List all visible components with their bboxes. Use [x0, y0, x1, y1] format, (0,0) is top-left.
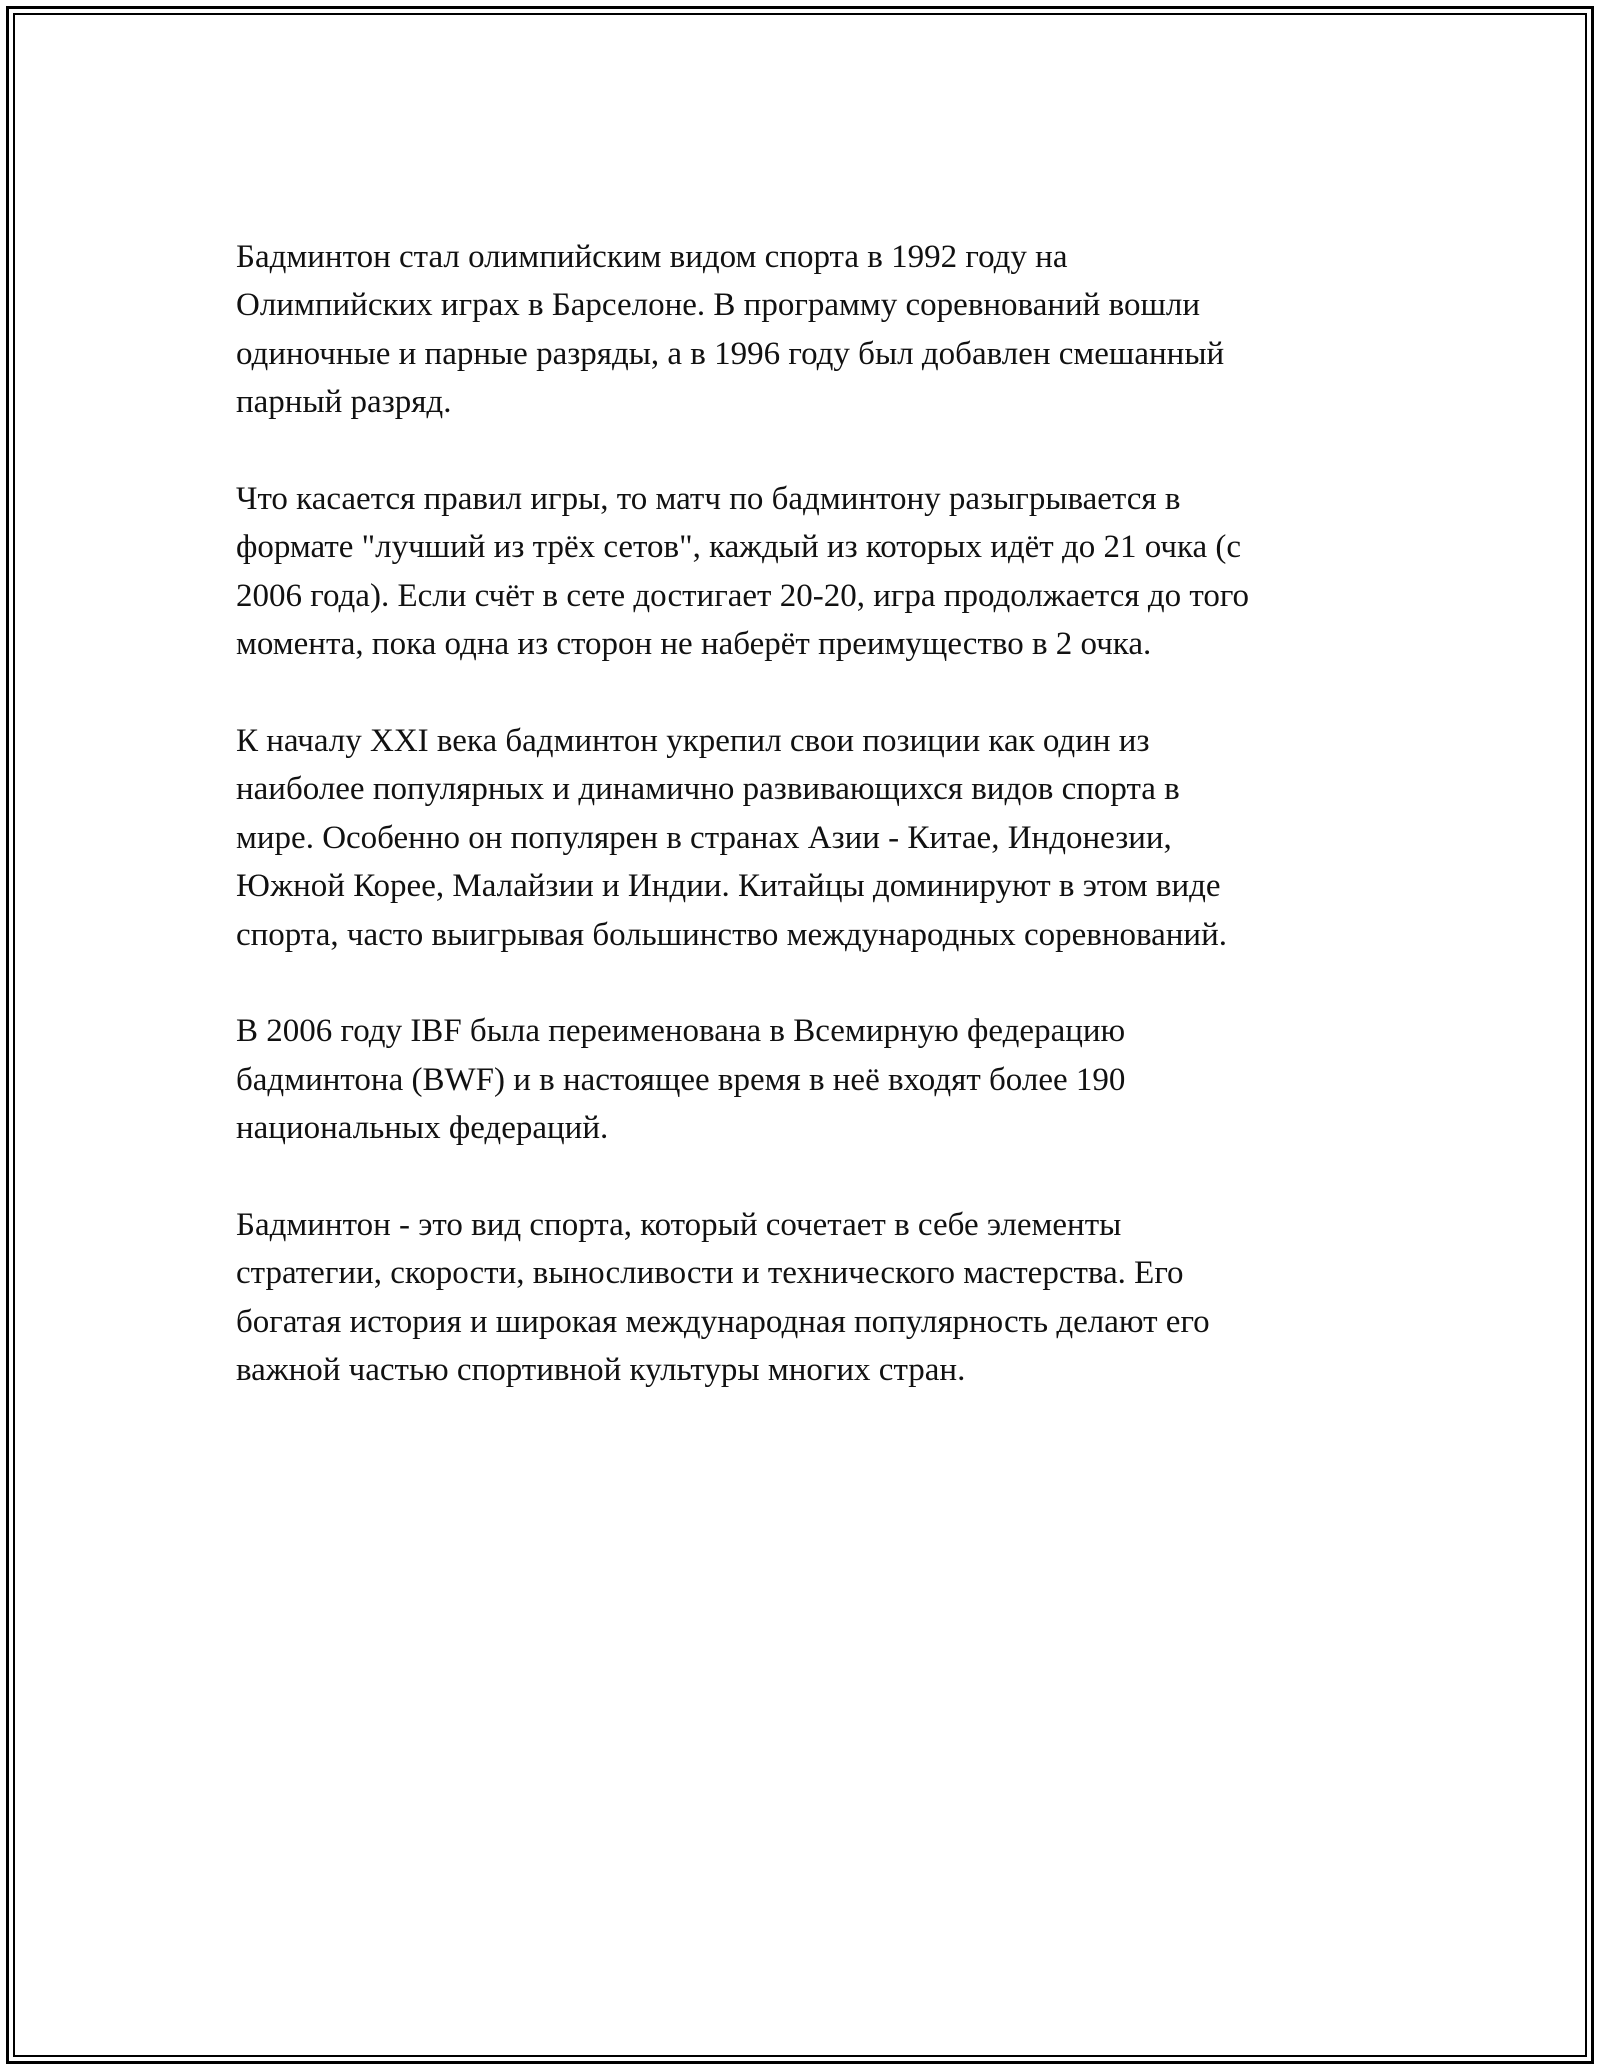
paragraph-popularity: К началу XXI века бадминтон укрепил свои позиции как один из наиболее популярных и динамично развивающихся видов спорта в мире. Особенно он популярен в странах Азии - Китае, Индонезии, Южной Корее, Малайзии и Индии. Китайцы доминируют в этом виде спорта, часто выигрывая большинство международных соревнований.	[236, 723, 1227, 953]
paragraph-bwf: В 2006 году IBF была переименована в Всемирную федерацию бадминтона (BWF) и в настоящее время в неё входят более 190 национальных федераций.	[236, 1013, 1126, 1147]
document-body	[236, 233, 1386, 1443]
paragraph-game-rules: Что касается правил игры, то матч по бадминтону разыгрывается в формате "лучший из трёх сетов", каждый из которых идёт до 21 очка (с 2006 года). Если счёт в сете достигает 20-20, игра продолжается до того момента, пока одна из сторон не наберёт преимущество в 2 очка.	[236, 481, 1250, 663]
paragraph-conclusion: Бадминтон - это вид спорта, который сочетает в себе элементы стратегии, скорости, выносливости и технического мастерства. Его богатая история и широкая международная популярность делают его важной частью спортивной культуры многих стран.	[236, 1207, 1210, 1389]
paragraph-olympic-history: Бадминтон стал олимпийским видом спорта в 1992 году на Олимпийских играх в Барселоне. В программу соревнований вошли одиночные и парные разряды, а в 1996 году был добавлен смешанный парный разряд.	[236, 239, 1225, 421]
